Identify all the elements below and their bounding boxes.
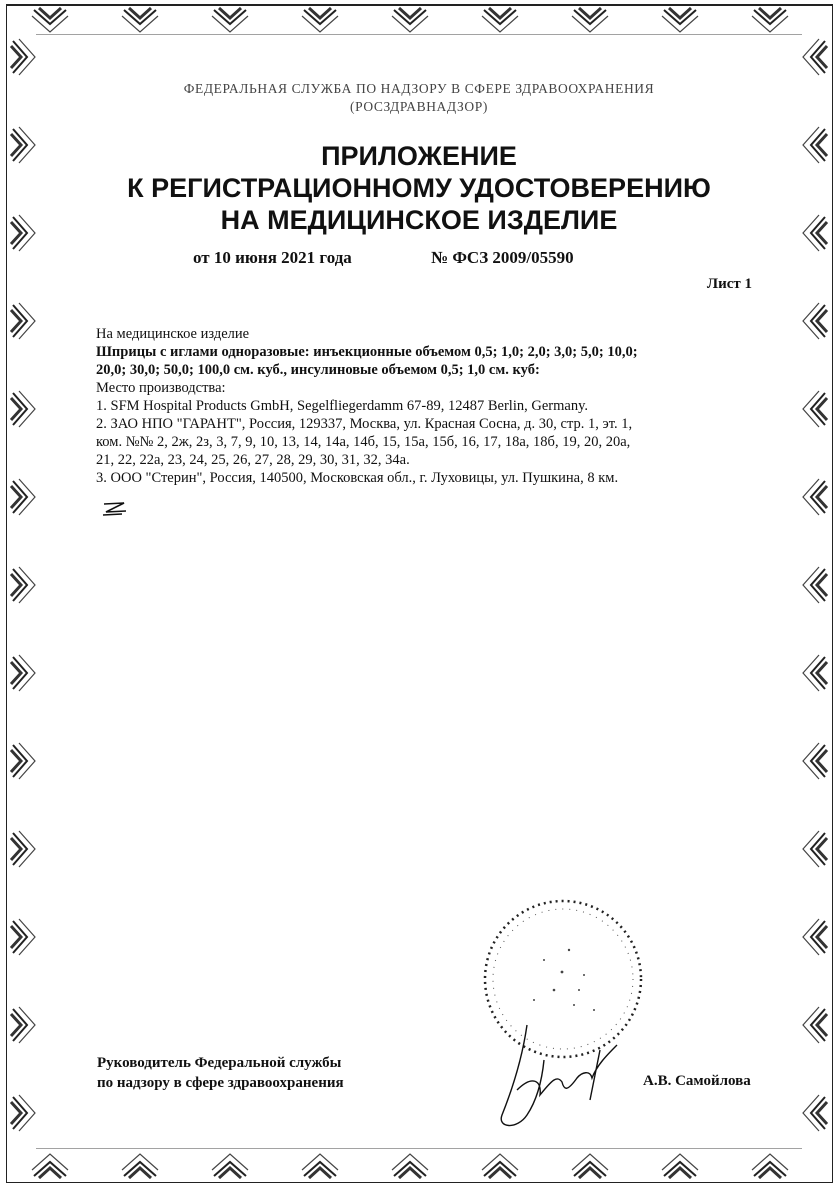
chevron-ornament-icon — [300, 2, 340, 36]
chevron-ornament-icon — [30, 1150, 70, 1184]
chevron-ornament-icon — [799, 653, 833, 693]
chevron-ornament-icon — [390, 2, 430, 36]
document-title — [0, 140, 838, 236]
product-description-line-1: Шприцы с иглами одноразовые: инъекционные объемом 0,5; 1,0; 2,0; 3,0; 5,0; 10,0; — [96, 344, 638, 360]
registration-date: от 10 июня 2021 года — [193, 248, 352, 267]
production-site-2: 2. ЗАО НПО "ГАРАНТ", Россия, 129337, Москва, ул. Красная Сосна, д. 30, стр. 1, эт. 1, — [96, 416, 633, 432]
chevron-ornament-icon — [30, 2, 70, 36]
chevron-ornament-icon — [750, 2, 790, 36]
production-site-label: Место производства: — [96, 380, 226, 396]
handwritten-signature-icon — [482, 1020, 632, 1135]
chevron-ornament-icon — [570, 1150, 610, 1184]
chevron-ornament-icon — [5, 565, 39, 605]
chevron-ornament-icon — [390, 1150, 430, 1184]
chevron-ornament-icon — [120, 2, 160, 36]
chevron-ornament-icon — [5, 301, 39, 341]
chevron-ornament-icon — [300, 1150, 340, 1184]
chevron-ornament-icon — [5, 741, 39, 781]
z-closing-mark-icon — [100, 500, 130, 518]
signatory-name: А.В. Самойлова — [643, 1073, 751, 1089]
chevron-ornament-icon — [5, 917, 39, 957]
chevron-ornament-icon — [5, 389, 39, 429]
agency-abbreviation: (РОСЗДРАВНАДЗОР) — [350, 99, 488, 114]
product-description-line-2: 20,0; 30,0; 50,0; 100,0 см. куб., инсулиновые объемом 0,5; 1,0 см. куб: — [96, 362, 540, 378]
chevron-ornament-icon — [799, 389, 833, 429]
chevron-ornament-icon — [5, 1005, 39, 1045]
chevron-ornament-icon — [5, 653, 39, 693]
chevron-ornament-icon — [5, 37, 39, 77]
chevron-ornament-icon — [750, 1150, 790, 1184]
registration-number: № ФСЗ 2009/05590 — [431, 248, 574, 267]
chevron-ornament-icon — [799, 37, 833, 77]
chevron-ornament-icon — [210, 2, 250, 36]
signatory-title — [97, 1053, 344, 1093]
production-site-2-rooms-cont: 21, 22, 22а, 23, 24, 25, 26, 27, 28, 29, 30, 31, 32, 34а. — [96, 452, 410, 468]
chevron-ornament-icon — [799, 565, 833, 605]
sheet-number: Лист 1 — [706, 276, 752, 292]
chevron-ornament-icon — [799, 741, 833, 781]
title-line-1: ПРИЛОЖЕНИЕ — [321, 141, 517, 171]
document-body — [96, 325, 776, 487]
agency-name: ФЕДЕРАЛЬНАЯ СЛУЖБА ПО НАДЗОРУ В СФЕРЕ ЗДРАВООХРАНЕНИЯ — [183, 81, 655, 96]
title-line-2: К РЕГИСТРАЦИОННОМУ УДОСТОВЕРЕНИЮ — [127, 173, 711, 203]
chevron-ornament-icon — [5, 477, 39, 517]
chevron-ornament-icon — [660, 1150, 700, 1184]
chevron-ornament-icon — [480, 1150, 520, 1184]
chevron-ornament-icon — [120, 1150, 160, 1184]
chevron-ornament-icon — [5, 829, 39, 869]
inner-bottom-line — [36, 1148, 802, 1149]
chevron-ornament-icon — [5, 1093, 39, 1133]
signatory-title-line-1: Руководитель Федеральной службы — [97, 1055, 342, 1071]
chevron-ornament-icon — [799, 301, 833, 341]
production-site-2-rooms: ком. №№ 2, 2ж, 2з, 3, 7, 9, 10, 13, 14, 14а, 14б, 15, 15а, 15б, 16, 17, 18а, 18б, 19, 20, 20а, — [96, 434, 631, 450]
chevron-ornament-icon — [799, 829, 833, 869]
agency-header — [0, 80, 838, 116]
chevron-ornament-icon — [210, 1150, 250, 1184]
chevron-ornament-icon — [799, 1093, 833, 1133]
title-line-3: НА МЕДИЦИНСКОЕ ИЗДЕЛИЕ — [220, 205, 618, 235]
intro-text: На медицинское изделие — [96, 326, 250, 342]
chevron-ornament-icon — [799, 1005, 833, 1045]
signatory-title-line-2: по надзору в сфере здравоохранения — [97, 1075, 344, 1091]
chevron-ornament-icon — [570, 2, 610, 36]
production-site-1: 1. SFM Hospital Products GmbH, Segelfliegerdamm 67-89, 12487 Berlin, Germany. — [96, 398, 589, 414]
chevron-ornament-icon — [480, 2, 520, 36]
chevron-ornament-icon — [660, 2, 700, 36]
chevron-ornament-icon — [799, 477, 833, 517]
chevron-ornament-icon — [799, 917, 833, 957]
production-site-3: 3. ООО "Стерин", Россия, 140500, Московская обл., г. Луховицы, ул. Пушкина, 8 км. — [96, 470, 619, 486]
